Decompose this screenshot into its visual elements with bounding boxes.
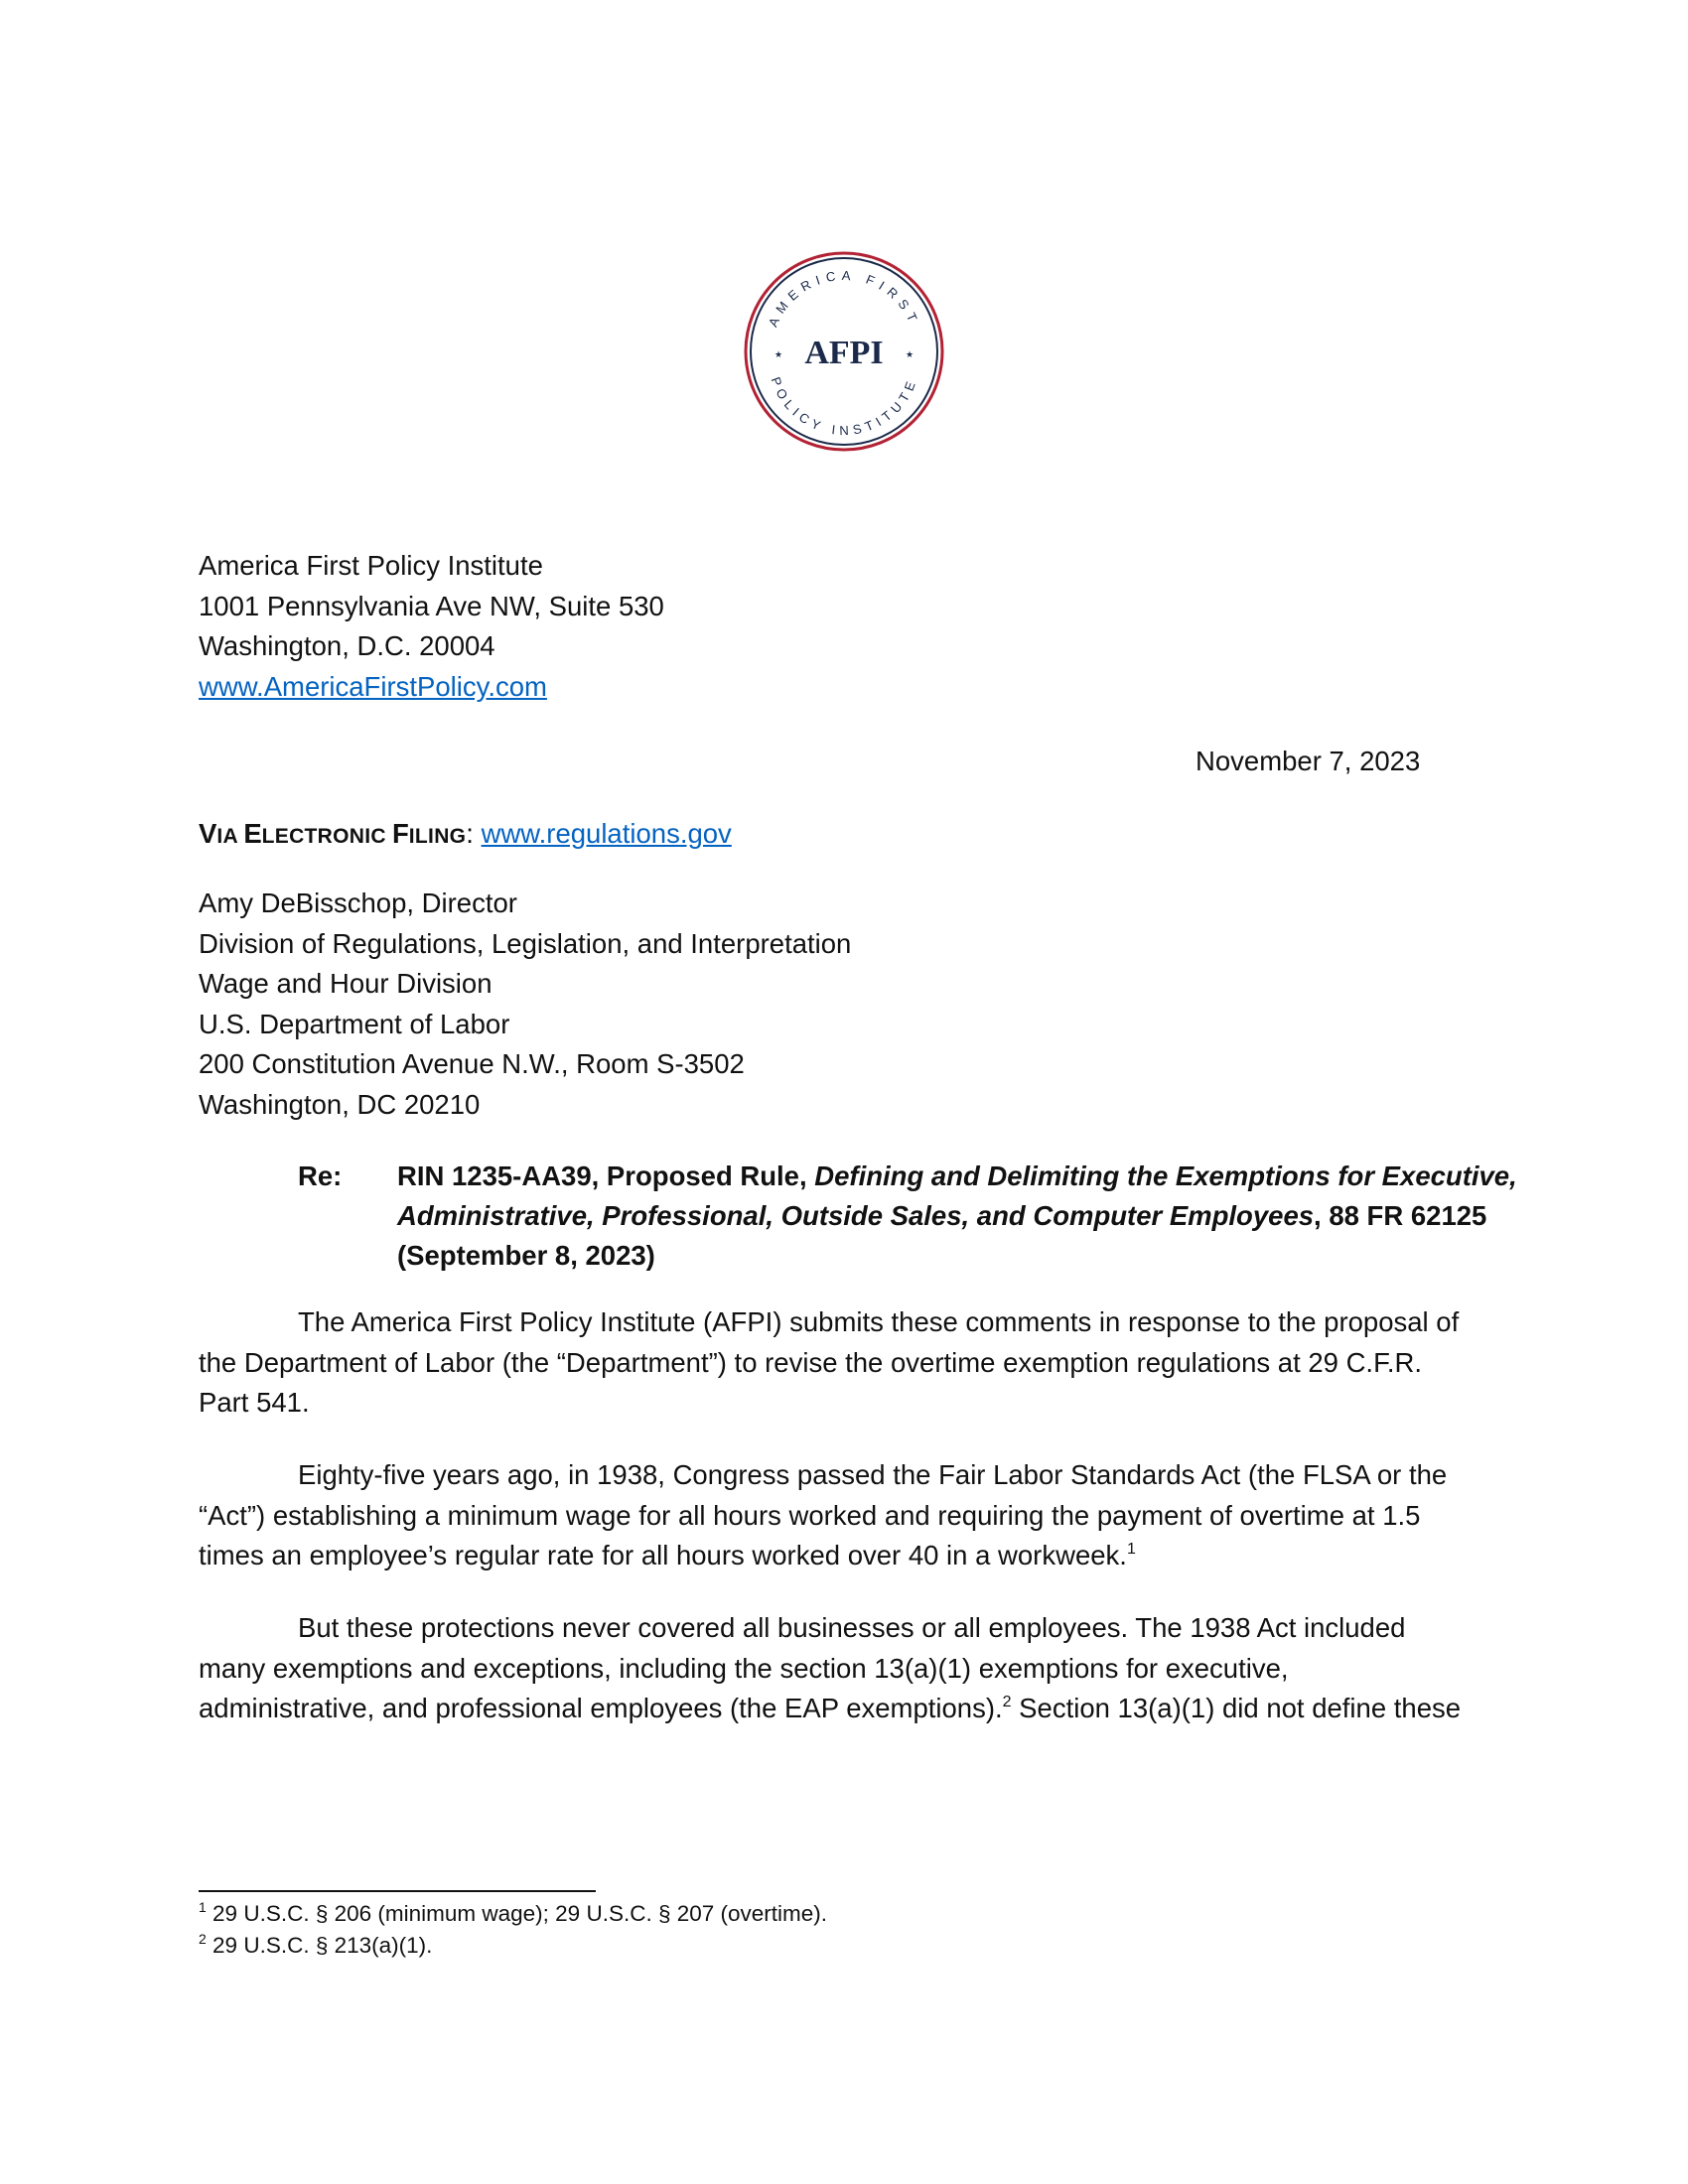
recipient-line: Amy DeBisschop, Director: [199, 887, 517, 918]
footnote-1: $^1$ 29 U.S.C. § 206 (minimum wage); 29 U.S.C. § 207 (overtime).: [199, 1899, 828, 1926]
letter-date: November 7, 2023: [1196, 746, 1421, 776]
recipient-line: Division of Regulations, Legislation, and Interpretation: [199, 927, 852, 959]
seal-initials: AFPI: [804, 335, 884, 371]
afpi-seal-logo: [743, 250, 945, 453]
footnote-ref-2[interactable]: 2: [1002, 1694, 1012, 1710]
sender-address: [199, 546, 664, 707]
recipient-line: Wage and Hour Division: [199, 968, 492, 999]
re-label: Re:: [298, 1160, 343, 1191]
recipient-address: [199, 884, 851, 1125]
seal-arc-bottom: POLICY INSTITUTE: [768, 374, 920, 439]
regulations-gov-link[interactable]: www.regulations.gov: [481, 818, 732, 849]
sender-name: America First Policy Institute: [199, 550, 543, 581]
footnote-ref-1[interactable]: 1: [1126, 1541, 1136, 1558]
footnote-2: $^2$ 29 U.S.C. § 213(a)(1).: [199, 1931, 433, 1958]
body-paragraph-2: Eighty-five years ago, in 1938, Congress passed the Fair Labor Standards Act (the FLSA or the “Act”) establishing a minimum wage for all hours worked and requiring the payment of overtime at 1.5 times an employee’s regular rate for all hours worked over 40 in a workweek.$^1$: [199, 1459, 1448, 1570]
body-paragraph-3: But these protections never covered all businesses or all employees. The 1938 Act included many exemptions and exceptions, including the section 13(a)(1) exemptions for executive, administrative, and professional employees (the EAP exemptions).$^2$ Section 13(a)(1) did not define these: [199, 1612, 1462, 1723]
sender-city: Washington, D.C. 20004: [199, 630, 495, 661]
footnote-divider: [199, 1890, 596, 1892]
sender-website-link[interactable]: www.AmericaFirstPolicy.com: [199, 670, 547, 702]
recipient-line: 200 Constitution Avenue N.W., Room S-3502: [199, 1048, 745, 1079]
recipient-line: U.S. Department of Labor: [199, 1008, 510, 1039]
re-subject: RIN 1235-AA39, Proposed Rule, Defining and Delimiting the Exemptions for Executive, Administrative, Professional, Outside Sales, and Computer Employees, 88 FR 62125 (September 8, 2023): [397, 1160, 1517, 1271]
recipient-line: Washington, DC 20210: [199, 1088, 481, 1120]
via-electronic-filing: VIA ELECTRONIC FILING: www.regulations.gov: [199, 818, 732, 849]
sender-street: 1001 Pennsylvania Ave NW, Suite 530: [199, 590, 664, 621]
seal-arc-top: AMERICA FIRST: [765, 267, 923, 330]
seal-star-right-icon: ★: [905, 349, 914, 359]
body-paragraph-1: The America First Policy Institute (AFPI) submits these comments in response to the proposal of the Department of Labor (the “Department”) to revise the overtime exemption regulations at 29 C.F.R. Part 541.: [199, 1306, 1460, 1418]
seal-star-left-icon: ★: [774, 349, 783, 359]
